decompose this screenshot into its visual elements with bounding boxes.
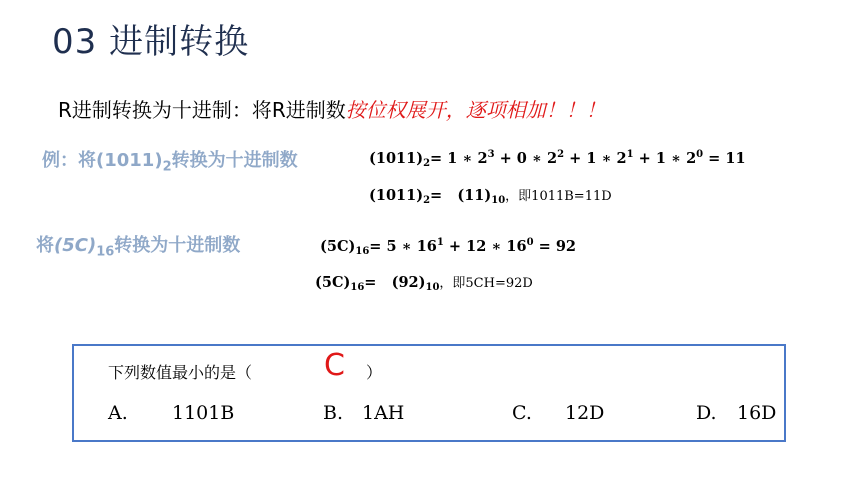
ex1-exp-lhs-base: 2 bbox=[423, 158, 431, 169]
example1-conclusion: $(1011)_2= (11)_{10}$，即1011B=11D bbox=[369, 187, 612, 206]
example2-base: 16 bbox=[96, 244, 115, 260]
rule-emphasis: 按位权展开，逐项相加！！！ bbox=[345, 98, 606, 122]
page-title: 03 进制转换 bbox=[52, 22, 250, 62]
option-d-letter: D. bbox=[696, 402, 717, 424]
example1-label-prefix: 例：将 bbox=[42, 150, 96, 171]
ex2-conc-rhs: (92) bbox=[391, 274, 426, 291]
ex1-term2-coef: 1 bbox=[586, 150, 597, 167]
ex1-exp-result: 11 bbox=[725, 150, 746, 167]
quiz-question: 下列数值最小的是（ bbox=[108, 363, 253, 382]
example2-label-prefix: 将 bbox=[36, 235, 54, 256]
example2-conclusion: $(5C)_{16}= (92)_{10}$，即5CH=92D bbox=[315, 274, 533, 293]
option-d-value: 16D bbox=[737, 402, 777, 424]
ex2-conc-lhs: (5C) bbox=[315, 274, 351, 291]
ex1-term3-coef: 1 bbox=[655, 150, 666, 167]
option-a-value: 1101B bbox=[172, 402, 235, 424]
ex1-term0-coef: 1 bbox=[447, 150, 458, 167]
ex1-term0-base: 2 bbox=[477, 150, 488, 167]
ex2-term0-exp: 1 bbox=[436, 237, 444, 248]
ex1-conc-rhs: (11) bbox=[457, 187, 492, 204]
example2-label bbox=[36, 231, 240, 260]
ex2-exp-lhs-base: 16 bbox=[355, 246, 370, 257]
quiz-close-paren: ） bbox=[366, 363, 383, 382]
ex2-term1-coef: 12 bbox=[466, 238, 487, 255]
ex1-exp-lhs: (1011) bbox=[369, 150, 424, 167]
example1-label bbox=[42, 146, 298, 175]
ex2-exp-result: 92 bbox=[555, 238, 577, 255]
ex2-term1-base: 16 bbox=[506, 238, 527, 255]
ex1-term2-exp: 1 bbox=[626, 149, 634, 160]
ex1-conc-lhs-base: 2 bbox=[423, 195, 431, 206]
option-b-letter: B. bbox=[323, 402, 344, 424]
quiz-answer: C bbox=[324, 348, 345, 383]
ex1-term1-exp: 2 bbox=[557, 149, 565, 160]
option-c-value: 12D bbox=[565, 402, 605, 424]
ex1-term2-base: 2 bbox=[616, 150, 627, 167]
ex2-term1-exp: 0 bbox=[526, 237, 534, 248]
ex1-conc-rhs-base: 10 bbox=[491, 195, 506, 206]
ex2-term0-base: 16 bbox=[416, 238, 437, 255]
example2-number: (5C) bbox=[54, 235, 97, 256]
ex2-term0-coef: 5 bbox=[386, 238, 397, 255]
ex2-conc-lhs-base: 16 bbox=[350, 282, 365, 293]
option-b-value: 1AH bbox=[362, 402, 405, 424]
example1-number: (1011) bbox=[96, 150, 163, 171]
ex1-term1-base: 2 bbox=[547, 150, 558, 167]
option-a-letter: A. bbox=[108, 402, 128, 424]
ex2-conc-rhs-base: 10 bbox=[425, 282, 440, 293]
ex1-term1-coef: 0 bbox=[516, 150, 527, 167]
ex1-term3-base: 2 bbox=[686, 150, 697, 167]
ex2-conc-note: ，即5CH=92D bbox=[439, 276, 533, 291]
ex1-term0-exp: 3 bbox=[487, 149, 495, 160]
option-c-letter: C. bbox=[512, 402, 532, 424]
ex1-conc-lhs: (1011) bbox=[369, 187, 424, 204]
example1-expansion: $(1011)_2= 1$ ∗ $2^3 + 0$ ∗ $2^2 + 1$ ∗ $2^1 + 1$ ∗ $2^0 = 11$ bbox=[369, 149, 746, 169]
rule-statement bbox=[58, 94, 606, 123]
ex1-conc-note: ，即1011B=11D bbox=[505, 189, 612, 204]
example1-label-suffix: 转换为十进制数 bbox=[171, 150, 298, 171]
quiz-box bbox=[72, 344, 786, 442]
ex1-term3-exp: 0 bbox=[696, 149, 704, 160]
ex2-exp-lhs: (5C) bbox=[320, 238, 356, 255]
example1-base: 2 bbox=[162, 159, 172, 175]
example2-expansion: $(5C)_{16}= 5$ ∗ $16^1 + 12$ ∗ $16^0 = 92$ bbox=[320, 237, 577, 257]
rule-prefix: R进制转换为十进制：将R进制数 bbox=[58, 98, 346, 122]
example2-label-suffix: 转换为十进制数 bbox=[114, 235, 241, 256]
